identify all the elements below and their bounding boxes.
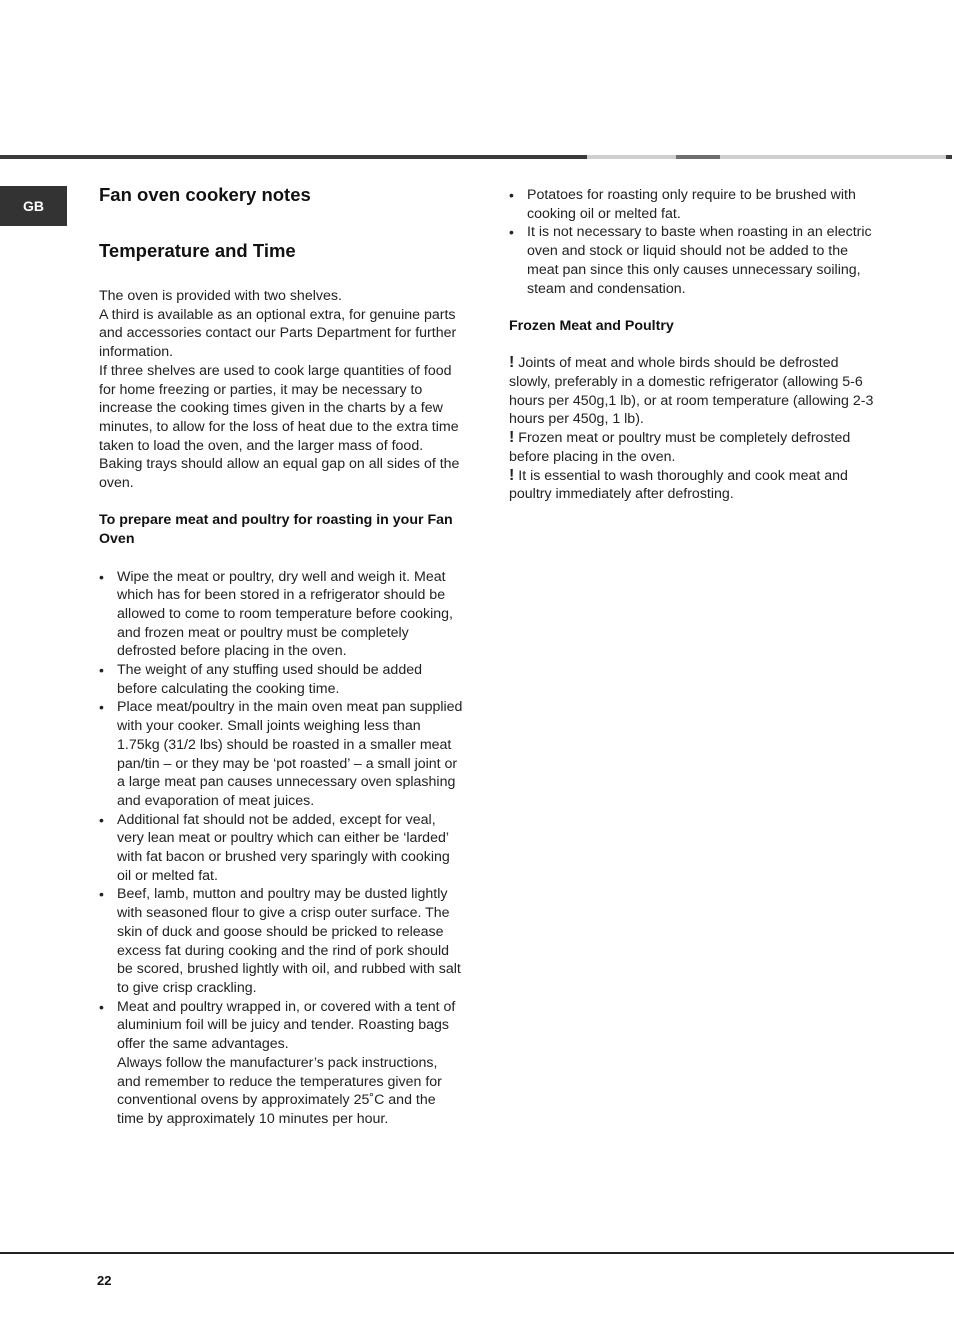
header-rule-segment bbox=[720, 155, 946, 159]
intro-paragraph: A third is available as an optional extra, for genuine parts and accessories contact our Parts Department for further information. bbox=[99, 306, 457, 361]
list-item-text: • Beef, lamb, mutton and poultry may be dusted lightly with seasoned flour to give a crisp outer surface. The skin of duck and goose should be pricked to release excess fat during cooking and the rind of pork should be scored, brushed lightly with oil, and rubbed with salt to give crisp crackling. bbox=[117, 886, 461, 996]
roasting-list-continued bbox=[509, 186, 877, 298]
list-item bbox=[99, 698, 464, 810]
footer-rule bbox=[0, 1252, 954, 1254]
roasting-heading: To prepare meat and poultry for roasting in your Fan Oven bbox=[99, 512, 453, 548]
list-item bbox=[99, 885, 464, 997]
warning-text: It is essential to wash thoroughly and cook meat and poultry immediately after defrosting. bbox=[509, 467, 848, 503]
list-item-text: • Wipe the meat or poultry, dry well and weigh it. Meat which has for been stored in a refrigerator should be allowed to come to room temperature before cooking, and frozen meat or poultry must be completely defrosted before placing in the oven. bbox=[117, 568, 453, 660]
header-rule-segment bbox=[587, 155, 676, 159]
warning-text: Joints of meat and whole birds should be defrosted slowly, preferably in a domestic refrigerator (allowing 5-6 hours per 450g,1 lb), or at room temperature (allowing 2-3 hours per 450g, 1 lb). bbox=[509, 355, 874, 428]
left-column bbox=[99, 182, 464, 1129]
header-rule bbox=[0, 155, 587, 159]
frozen-heading: Frozen Meat and Poultry bbox=[509, 317, 674, 334]
header-rule-segment bbox=[676, 155, 720, 159]
list-item-text: • It is not necessary to baste when roasting in an electric oven and stock or liquid should not be added to the meat pan since this only causes unnecessary soiling, steam and condensation. bbox=[527, 224, 872, 297]
warning-icon: ! bbox=[509, 429, 515, 447]
list-item-text: • Additional fat should not be added, except for veal, very lean meat or poultry which can either be ‘larded’ with fat bacon or brushed very sparingly with cooking oil or melted fat. bbox=[117, 811, 450, 884]
warning-text: Frozen meat or poultry must be completely defrosted before placing in the oven. bbox=[509, 430, 851, 465]
intro-paragraph: Baking trays should allow an equal gap on all sides of the oven. bbox=[99, 456, 460, 492]
intro-text bbox=[99, 287, 464, 493]
language-tab: GB bbox=[0, 186, 67, 226]
intro-paragraph: If three shelves are used to cook large quantities of food for home freezing or parties, it may be necessary to increase the cooking times given in the charts by a few minutes, to allow for the loss of heat due to the extra time taken to load the oven, and the larger mass of food. bbox=[99, 362, 459, 454]
list-item bbox=[99, 811, 464, 886]
list-item-text: • Potatoes for roasting only require to be brushed with cooking oil or melted fat. bbox=[527, 187, 856, 222]
list-item-text: • Place meat/poultry in the main oven meat pan supplied with your cooker. Small joints weighing less than 1.75kg (31/2 lbs) should be roasted in a smaller meat pan/tin – or they may be ‘pot roasted’ – a small joint or a large meat pan causes unnecessary oven splashing and evaporation of meat juices. bbox=[117, 699, 463, 809]
list-item bbox=[99, 568, 464, 662]
right-column bbox=[509, 186, 877, 504]
list-item bbox=[509, 223, 877, 298]
warning-item bbox=[509, 429, 877, 466]
list-item-text: • The weight of any stuffing used should be added before calculating the cooking time. bbox=[117, 662, 422, 697]
warning-item bbox=[509, 467, 877, 504]
list-item bbox=[509, 186, 877, 223]
list-item bbox=[99, 998, 464, 1129]
warning-icon: ! bbox=[509, 466, 515, 484]
warning-icon: ! bbox=[509, 354, 515, 372]
page-title: Fan oven cookery notes bbox=[99, 184, 311, 205]
list-item bbox=[99, 661, 464, 698]
list-item-note: Always follow the manufacturer’s pack instructions, and remember to reduce the temperatures given for conventional ovens by approximately 25˚C and the time by approximately 10 minutes per hour. bbox=[117, 1054, 442, 1127]
roasting-list bbox=[99, 568, 464, 1129]
header-rule-segment bbox=[946, 155, 952, 159]
frozen-warnings bbox=[509, 354, 877, 504]
section-subtitle: Temperature and Time bbox=[99, 240, 296, 261]
intro-paragraph: The oven is provided with two shelves. bbox=[99, 288, 342, 304]
warning-item bbox=[509, 354, 877, 429]
page-number: 22 bbox=[97, 1273, 112, 1288]
list-item-text: • Meat and poultry wrapped in, or covered with a tent of aluminium foil will be juicy and tender. Roasting bags offer the same advantages. bbox=[117, 998, 456, 1053]
